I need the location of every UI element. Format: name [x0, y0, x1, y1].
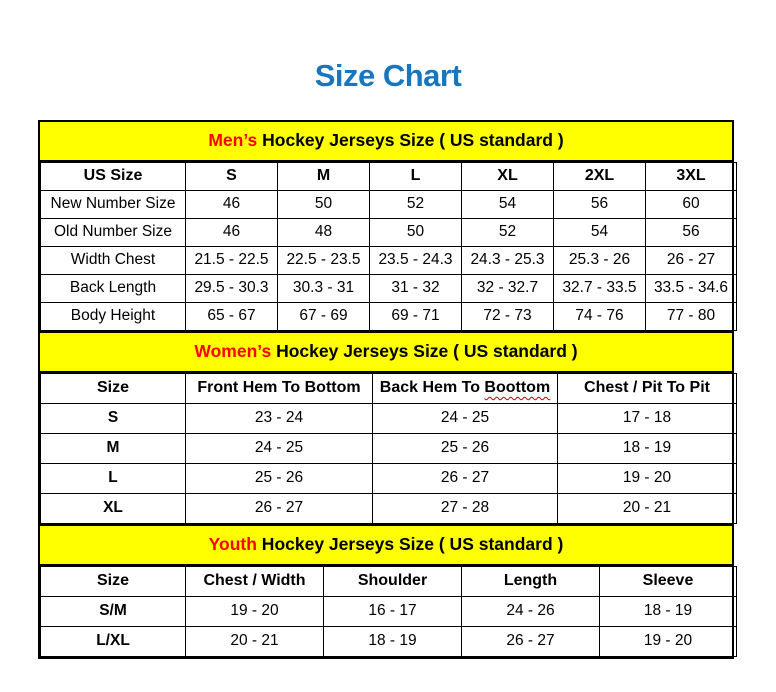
size-value-cell: 65 - 67	[186, 302, 278, 330]
page-title: Size Chart	[314, 58, 462, 93]
column-header: Size	[41, 373, 186, 403]
size-value-cell: 32 - 32.7	[462, 274, 554, 302]
column-header: US Size	[41, 162, 186, 190]
column-header: Shoulder	[324, 566, 462, 596]
mens-section-header	[40, 122, 732, 162]
column-header	[373, 373, 558, 403]
row-label: Old Number Size	[41, 218, 186, 246]
column-header: 2XL	[554, 162, 646, 190]
misspelled-word: Boottom	[484, 379, 551, 397]
size-value-cell: 29.5 - 30.3	[186, 274, 278, 302]
size-value-cell: 26 - 27	[373, 463, 558, 493]
row-label: New Number Size	[41, 190, 186, 218]
size-value-cell: 19 - 20	[558, 463, 737, 493]
size-value-cell: 54	[462, 190, 554, 218]
row-label: L/XL	[41, 626, 186, 656]
womens-section	[40, 331, 732, 524]
header-row	[41, 566, 737, 596]
size-value-cell: 52	[462, 218, 554, 246]
size-value-cell: 74 - 76	[554, 302, 646, 330]
table-row	[41, 463, 737, 493]
size-value-cell: 23 - 24	[186, 403, 373, 433]
size-value-cell: 23.5 - 24.3	[370, 246, 462, 274]
table-row	[41, 246, 737, 274]
table-row	[41, 403, 737, 433]
size-value-cell: 20 - 21	[186, 626, 324, 656]
column-header: Length	[462, 566, 600, 596]
size-value-cell: 19 - 20	[186, 596, 324, 626]
size-value-cell: 50	[370, 218, 462, 246]
size-value-cell: 25 - 26	[373, 433, 558, 463]
size-value-cell: 26 - 27	[462, 626, 600, 656]
size-value-cell: 25 - 26	[186, 463, 373, 493]
size-value-cell: 16 - 17	[324, 596, 462, 626]
size-value-cell: 24 - 25	[186, 433, 373, 463]
size-value-cell: 18 - 19	[600, 596, 737, 626]
size-value-cell: 77 - 80	[646, 302, 737, 330]
youth-section-header	[40, 524, 732, 566]
row-label: Width Chest	[41, 246, 186, 274]
row-label: M	[41, 433, 186, 463]
row-label: Back Length	[41, 274, 186, 302]
size-value-cell: 67 - 69	[278, 302, 370, 330]
table-row	[41, 596, 737, 626]
row-label: S	[41, 403, 186, 433]
column-header: Front Hem To Bottom	[186, 373, 373, 403]
mens-label-accent: Men’s	[208, 129, 258, 150]
header-row	[41, 373, 737, 403]
youth-label-accent: Youth	[208, 533, 257, 554]
size-value-cell: 18 - 19	[558, 433, 737, 463]
size-value-cell: 20 - 21	[558, 493, 737, 523]
table-row	[41, 218, 737, 246]
row-label: S/M	[41, 596, 186, 626]
table-row	[41, 493, 737, 523]
size-value-cell: 17 - 18	[558, 403, 737, 433]
womens-label-rest: Hockey Jerseys Size ( US standard )	[271, 340, 578, 361]
column-header: XL	[462, 162, 554, 190]
womens-label-accent: Women’s	[194, 340, 272, 361]
row-label: Body Height	[41, 302, 186, 330]
size-value-cell: 56	[554, 190, 646, 218]
size-value-cell: 31 - 32	[370, 274, 462, 302]
youth-section	[40, 524, 732, 657]
size-value-cell: 46	[186, 218, 278, 246]
row-label: XL	[41, 493, 186, 523]
column-header: Chest / Width	[186, 566, 324, 596]
header-text: Back Hem To	[379, 379, 485, 397]
size-value-cell: 33.5 - 34.6	[646, 274, 737, 302]
size-value-cell: 69 - 71	[370, 302, 462, 330]
size-value-cell: 26 - 27	[646, 246, 737, 274]
size-value-cell: 52	[370, 190, 462, 218]
table-row	[41, 190, 737, 218]
size-value-cell: 48	[278, 218, 370, 246]
column-header: L	[370, 162, 462, 190]
size-value-cell: 30.3 - 31	[278, 274, 370, 302]
column-header: S	[186, 162, 278, 190]
table-row	[41, 274, 737, 302]
mens-section	[40, 122, 732, 331]
table-row	[41, 302, 737, 330]
mens-label-rest: Hockey Jerseys Size ( US standard )	[257, 129, 564, 150]
size-value-cell: 46	[186, 190, 278, 218]
size-value-cell: 18 - 19	[324, 626, 462, 656]
size-value-cell: 21.5 - 22.5	[186, 246, 278, 274]
size-value-cell: 24 - 25	[373, 403, 558, 433]
womens-size-table	[40, 373, 737, 524]
column-header: Chest / Pit To Pit	[558, 373, 737, 403]
youth-label-rest: Hockey Jerseys Size ( US standard )	[256, 533, 564, 554]
size-value-cell: 32.7 - 33.5	[554, 274, 646, 302]
womens-section-header	[40, 331, 732, 373]
size-value-cell: 22.5 - 23.5	[278, 246, 370, 274]
size-value-cell: 56	[646, 218, 737, 246]
size-value-cell: 19 - 20	[600, 626, 737, 656]
table-row	[41, 433, 737, 463]
size-value-cell: 25.3 - 26	[554, 246, 646, 274]
size-value-cell: 24.3 - 25.3	[462, 246, 554, 274]
size-value-cell: 27 - 28	[373, 493, 558, 523]
size-value-cell: 24 - 26	[462, 596, 600, 626]
youth-size-table	[40, 566, 737, 657]
mens-size-table	[40, 162, 737, 331]
size-chart-container	[38, 120, 734, 659]
size-value-cell: 26 - 27	[186, 493, 373, 523]
column-header: M	[278, 162, 370, 190]
table-row	[41, 626, 737, 656]
header-row	[41, 162, 737, 190]
column-header: Size	[41, 566, 186, 596]
size-value-cell: 54	[554, 218, 646, 246]
row-label: L	[41, 463, 186, 493]
column-header: 3XL	[646, 162, 737, 190]
size-value-cell: 72 - 73	[462, 302, 554, 330]
column-header: Sleeve	[600, 566, 737, 596]
size-value-cell: 60	[646, 190, 737, 218]
size-value-cell: 50	[278, 190, 370, 218]
